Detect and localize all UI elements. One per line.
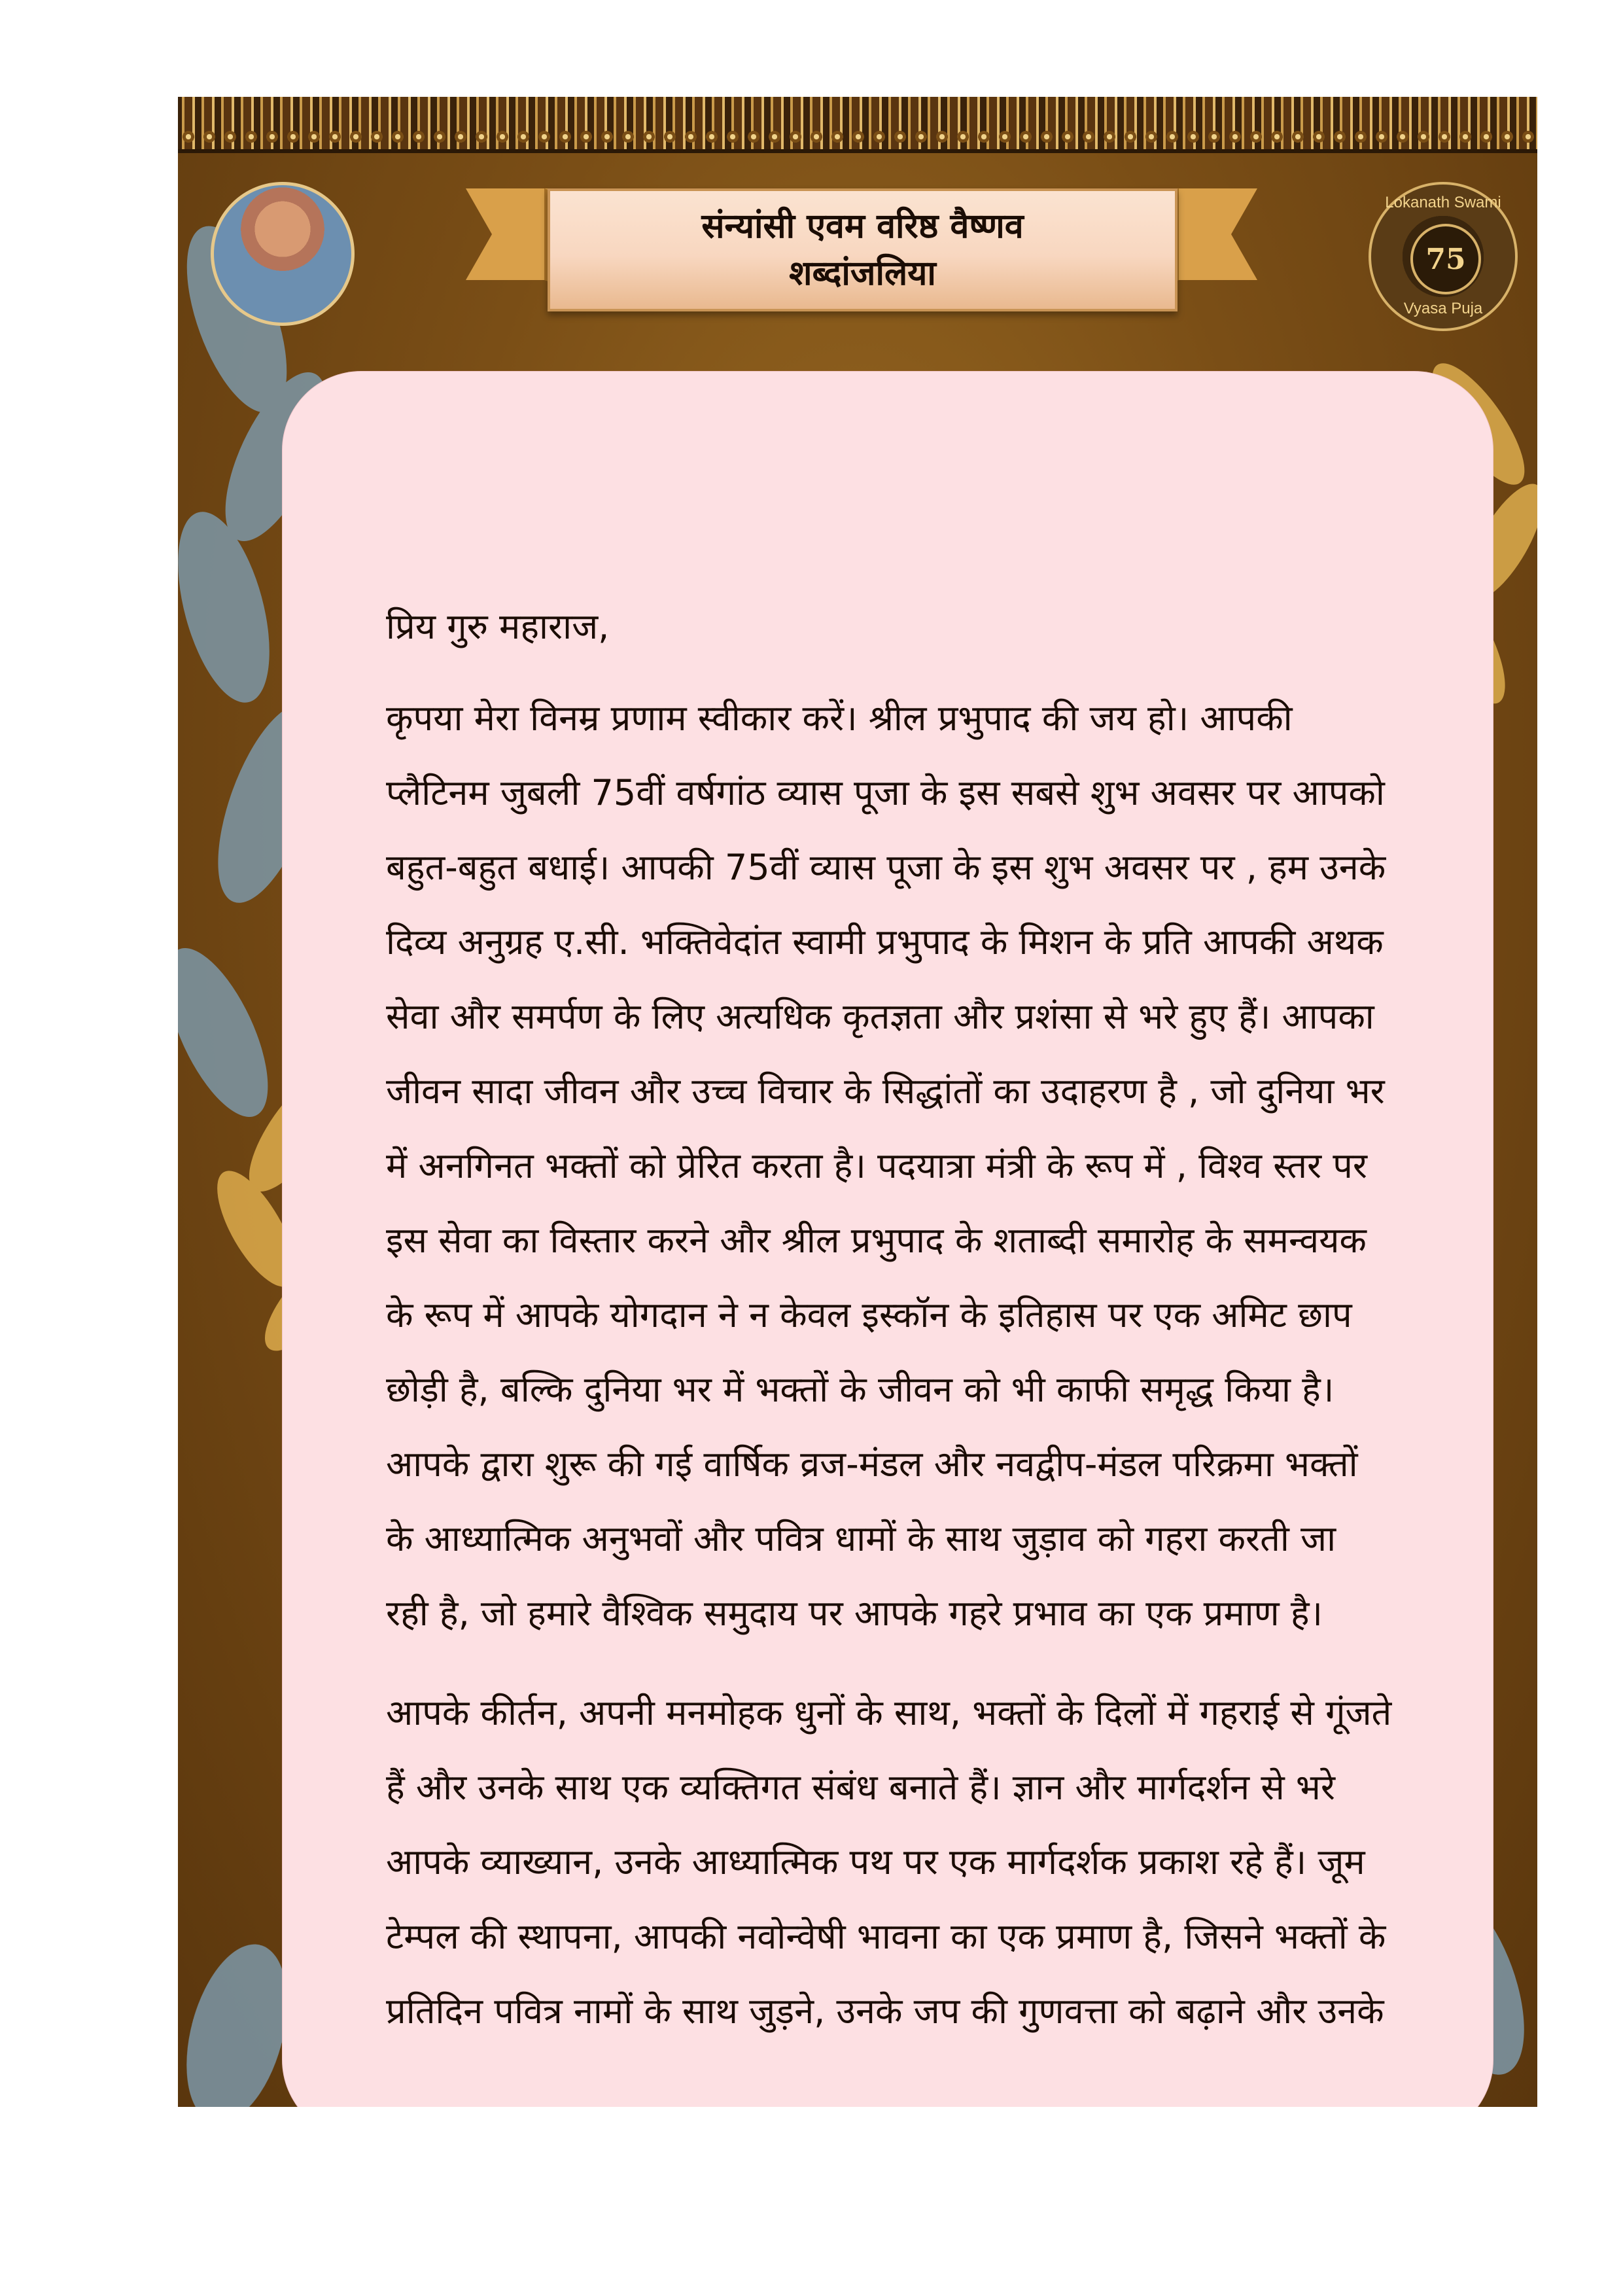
title-box: [548, 188, 1178, 311]
body-line: रही है, जो हमारे वैश्विक समुदाय पर आपके गहरे प्रभाव का एक प्रमाण है।: [386, 1593, 1323, 1634]
seal-top-text: Lokanath Swami: [1385, 194, 1501, 211]
body-line: प्लैटिनम जुबली 75वीं वर्षगांठ व्यास पूजा के इस सबसे शुभ अवसर पर आपको: [386, 772, 1385, 813]
body-line: टेम्पल की स्थापना, आपकी नवोन्वेषी भावना का एक प्रमाण है, जिसने भक्तों के: [386, 1916, 1386, 1957]
seal-number: 75: [1410, 224, 1481, 294]
body-line: हैं और उनके साथ एक व्यक्तिगत संबंध बनाते हैं। ज्ञान और मार्गदर्शन से भरे: [386, 1767, 1335, 1808]
page-frame: [178, 97, 1537, 2107]
letter-card: [283, 372, 1493, 2107]
body-line: प्रतिदिन पवित्र नामों के साथ जुड़ने, उनके जप की गुणवत्ता को बढ़ाने और उनके: [386, 1990, 1384, 2032]
body-line: में अनगिनत भक्तों को प्रेरित करता है। पदयात्रा मंत्री के रूप में , विश्व स्तर पर: [386, 1145, 1368, 1186]
body-line: के रूप में आपके योगदान ने न केवल इस्कॉन के इतिहास पर एक अमिट छाप: [386, 1294, 1352, 1335]
body-line: के आध्यात्मिक अनुभवों और पवित्र धामों के साथ जुड़ाव को गहरा करती जा: [386, 1518, 1336, 1559]
title-line-1: संन्यांसी एवम वरिष्ठ वैष्णव: [701, 207, 1024, 246]
title-line-2: शब्दांजलिया: [789, 254, 936, 293]
letter-text: [283, 372, 1493, 2107]
body-line: सेवा और समर्पण के लिए अत्यधिक कृतज्ञता और प्रशंसा से भरे हुए हैं। आपका: [386, 996, 1374, 1037]
body-line: छोड़ी है, बल्कि दुनिया भर में भक्तों के जीवन को भी काफी समृद्ध किया है।: [386, 1369, 1335, 1410]
body-line: आपके व्याख्यान, उनके आध्यात्मिक पथ पर एक मार्गदर्शक प्रकाश रहे हैं। जूम: [386, 1841, 1365, 1882]
ornamental-top-border: [178, 97, 1537, 153]
seal-bottom-text: Vyasa Puja: [1403, 300, 1483, 317]
body-line: बहुत-बहुत बधाई। आपकी 75वीं व्यास पूजा के इस शुभ अवसर पर , हम उनके: [386, 847, 1386, 888]
vyasa-puja-75-seal: [1369, 182, 1518, 331]
title-banner: [548, 188, 1172, 306]
body-line: इस सेवा का विस्तार करने और श्रील प्रभुपाद के शताब्दी समारोह के समन्वयक: [386, 1220, 1367, 1261]
body-line: दिव्य अनुग्रह ए.सी. भक्तिवेदांत स्वामी प्रभुपाद के मिशन के प्रति आपकी अथक: [386, 921, 1384, 963]
salutation: प्रिय गुरु महाराज,: [386, 606, 610, 647]
body-line: आपके द्वारा शुरू की गई वार्षिक व्रज-मंडल और नवद्वीप-मंडल परिक्रमा भक्तों: [386, 1443, 1358, 1485]
guru-portrait-avatar: [211, 182, 355, 326]
body-line: कृपया मेरा विनम्र प्रणाम स्वीकार करें। श्रील प्रभुपाद की जय हो। आपकी: [386, 698, 1293, 739]
body-line: आपके कीर्तन, अपनी मनमोहक धुनों के साथ, भक्तों के दिलों में गहराई से गूंजते: [386, 1692, 1392, 1733]
body-line: जीवन सादा जीवन और उच्च विचार के सिद्धांतों का उदाहरण है , जो दुनिया भर: [386, 1070, 1385, 1112]
